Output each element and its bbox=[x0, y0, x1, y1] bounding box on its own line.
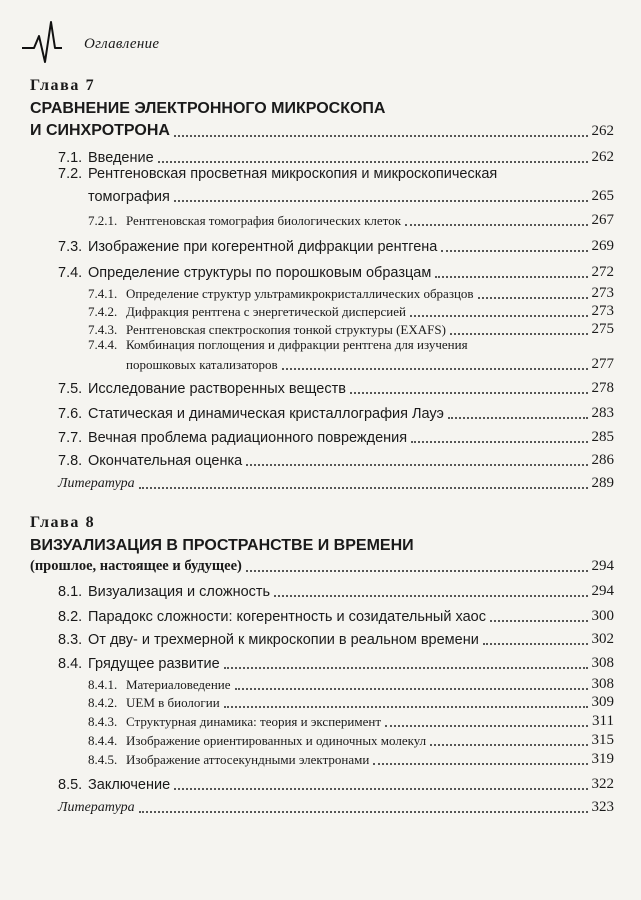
entry-title: Рентгеновская спектроскопия тонкой структуры (EXAFS) bbox=[126, 322, 446, 337]
entry-title: Определение структуры по порошковым образцам bbox=[88, 265, 432, 281]
entry-title: Вечная проблема радиационного повреждения bbox=[88, 430, 408, 446]
entry-page: 275 bbox=[591, 321, 614, 337]
leader-dots bbox=[274, 595, 587, 597]
leader-dots bbox=[430, 744, 587, 746]
entry-page: 311 bbox=[592, 713, 614, 729]
leader-dots bbox=[246, 464, 587, 466]
chapter7-title-line1: СРАВНЕНИЕ ЭЛЕКТРОННОГО МИКРОСКОПА bbox=[30, 100, 386, 117]
toc-entry-7-4-3[interactable] bbox=[88, 318, 614, 338]
toc-entry-8-2[interactable] bbox=[58, 603, 614, 625]
leader-dots bbox=[483, 643, 588, 645]
entry-title: Определение структур ультрамикрокристаллических образцов bbox=[126, 286, 474, 301]
leader-dots bbox=[448, 417, 588, 419]
entry-title: Изображение ориентированных и одиночных молекул bbox=[126, 733, 427, 748]
leader-dots bbox=[224, 667, 588, 669]
pulse-icon bbox=[22, 18, 82, 66]
entry-page: 315 bbox=[591, 732, 614, 748]
toc-entry-7-4-4-line1[interactable] bbox=[88, 337, 468, 353]
entry-number: 8.1. bbox=[58, 584, 83, 600]
entry-page: 272 bbox=[591, 264, 614, 280]
toc-entry-7-8[interactable] bbox=[58, 447, 614, 469]
entry-page: 322 bbox=[591, 776, 614, 792]
entry-number: 7.4.4. bbox=[88, 337, 118, 352]
entry-number: 8.4.1. bbox=[88, 677, 118, 692]
entry-page: 267 bbox=[591, 212, 614, 228]
entry-title: Окончательная оценка bbox=[88, 453, 243, 469]
toc-entry-7-6[interactable] bbox=[58, 400, 614, 422]
entry-number: 7.4.2. bbox=[88, 304, 118, 319]
chapter7-title-row[interactable] bbox=[30, 118, 614, 140]
entry-title-cont: томография bbox=[88, 189, 170, 205]
chapter7-label: Глава 7 bbox=[30, 77, 96, 94]
entry-page: 309 bbox=[591, 694, 614, 710]
toc-entry-8-1[interactable] bbox=[58, 578, 614, 600]
toc-entry-literature-7[interactable] bbox=[58, 470, 614, 492]
leader-dots bbox=[478, 297, 588, 299]
entry-number: 8.2. bbox=[58, 609, 83, 625]
leader-dots bbox=[246, 570, 588, 572]
leader-dots bbox=[174, 135, 588, 137]
toc-entry-7-4-2[interactable] bbox=[88, 300, 614, 320]
leader-dots bbox=[158, 161, 588, 163]
chapter8-title-line1: ВИЗУАЛИЗАЦИЯ В ПРОСТРАНСТВЕ И ВРЕМЕНИ bbox=[30, 537, 414, 554]
entry-page: 319 bbox=[591, 751, 614, 767]
entry-title: Статическая и динамическая кристаллография Лауэ bbox=[88, 406, 444, 422]
entry-number: 8.4.4. bbox=[88, 733, 118, 748]
leader-dots bbox=[174, 788, 587, 790]
header-title: Оглавление bbox=[84, 36, 160, 52]
toc-entry-8-4[interactable] bbox=[58, 650, 614, 672]
entry-title: Исследование растворенных веществ bbox=[88, 381, 346, 397]
toc-entry-8-4-5[interactable] bbox=[88, 748, 614, 768]
entry-title: Изображение аттосекундными электронами bbox=[126, 752, 370, 767]
toc-entry-7-5[interactable] bbox=[58, 375, 614, 397]
chapter8-label: Глава 8 bbox=[30, 514, 96, 531]
chapter7-title-line2: И СИНХРОТРОНА bbox=[30, 122, 170, 139]
chapter8-title-row[interactable] bbox=[30, 553, 614, 575]
toc-entry-7-4[interactable] bbox=[58, 259, 614, 281]
entry-title: Визуализация и сложность bbox=[88, 584, 271, 600]
entry-page: 283 bbox=[591, 405, 614, 421]
toc-entry-7-7[interactable] bbox=[58, 424, 614, 446]
toc-entry-literature-8[interactable] bbox=[58, 794, 614, 816]
leader-dots bbox=[405, 224, 587, 226]
leader-dots bbox=[411, 441, 587, 443]
entry-title: Изображение при когерентной дифракции рентгена bbox=[88, 239, 438, 255]
toc-entry-8-4-2[interactable] bbox=[88, 691, 614, 711]
entry-number: 7.2. bbox=[58, 166, 83, 182]
entry-page: 262 bbox=[591, 149, 614, 165]
entry-page: 308 bbox=[591, 676, 614, 692]
leader-dots bbox=[139, 487, 588, 489]
entry-page: 302 bbox=[591, 631, 614, 647]
entry-page: 286 bbox=[591, 452, 614, 468]
leader-dots bbox=[450, 333, 588, 335]
entry-number: 7.1. bbox=[58, 150, 83, 166]
chapter7-page: 262 bbox=[591, 123, 614, 139]
entry-title: Комбинация поглощения и дифракции рентгена для изучения bbox=[126, 337, 468, 352]
entry-number: 7.4.1. bbox=[88, 286, 118, 301]
entry-title: Литература bbox=[58, 800, 135, 815]
entry-number: 8.5. bbox=[58, 777, 83, 793]
entry-title: Грядущее развитие bbox=[88, 656, 220, 672]
entry-title: От дву- и трехмерной к микроскопии в реальном времени bbox=[88, 632, 479, 648]
leader-dots bbox=[441, 250, 587, 252]
entry-title: Парадокс сложности: когерентность и созидательный хаос bbox=[88, 609, 486, 625]
entry-page: 323 bbox=[591, 799, 614, 815]
leader-dots bbox=[435, 276, 587, 278]
entry-page: 300 bbox=[591, 608, 614, 624]
entry-page: 294 bbox=[591, 583, 614, 599]
entry-page: 277 bbox=[591, 356, 614, 372]
entry-number: 7.5. bbox=[58, 381, 83, 397]
entry-page: 285 bbox=[591, 429, 614, 445]
chapter8-page: 294 bbox=[591, 558, 614, 574]
entry-page: 273 bbox=[591, 285, 614, 301]
leader-dots bbox=[373, 763, 587, 765]
entry-page: 278 bbox=[591, 380, 614, 396]
toc-entry-8-4-4[interactable] bbox=[88, 729, 614, 749]
entry-title: Материаловедение bbox=[126, 677, 231, 692]
entry-title: Заключение bbox=[88, 777, 171, 793]
toc-entry-8-4-1[interactable] bbox=[88, 673, 614, 693]
entry-number: 7.3. bbox=[58, 239, 83, 255]
toc-entry-7-2-1[interactable] bbox=[88, 209, 614, 229]
entry-title: Рентгеновская томография биологических клеток bbox=[126, 213, 402, 228]
leader-dots bbox=[235, 688, 588, 690]
entry-number: 7.6. bbox=[58, 406, 83, 422]
entry-page: 265 bbox=[591, 188, 614, 204]
leader-dots bbox=[174, 200, 588, 202]
toc-entry-7-3[interactable] bbox=[58, 233, 614, 255]
entry-title: Структурная динамика: теория и эксперимент bbox=[126, 714, 382, 729]
toc-entry-7-2[interactable] bbox=[88, 183, 614, 205]
entry-number: 7.7. bbox=[58, 430, 83, 446]
toc-entry-7-4-4[interactable] bbox=[126, 353, 614, 373]
leader-dots bbox=[350, 392, 588, 394]
entry-number: 7.2.1. bbox=[88, 213, 118, 228]
entry-number: 7.4. bbox=[58, 265, 83, 281]
toc-entry-7-2-line1[interactable] bbox=[58, 166, 497, 182]
leader-dots bbox=[385, 725, 588, 727]
entry-title: UEM в биологии bbox=[126, 695, 220, 710]
toc-entry-7-4-1[interactable] bbox=[88, 282, 614, 302]
entry-title: Рентгеновская просветная микроскопия и микроскопическая bbox=[88, 166, 498, 182]
entry-number: 8.4. bbox=[58, 656, 83, 672]
entry-title: Литература bbox=[58, 476, 135, 491]
toc-entry-8-3[interactable] bbox=[58, 626, 614, 648]
leader-dots bbox=[490, 620, 588, 622]
chapter8-subtitle: (прошлое, настоящее и будущее) bbox=[30, 558, 242, 574]
toc-entry-8-4-3[interactable] bbox=[88, 710, 614, 730]
leader-dots bbox=[410, 315, 588, 317]
entry-page: 269 bbox=[591, 238, 614, 254]
entry-title: Введение bbox=[88, 150, 154, 166]
entry-number: 7.8. bbox=[58, 453, 83, 469]
leader-dots bbox=[139, 811, 588, 813]
entry-number: 8.4.5. bbox=[88, 752, 118, 767]
entry-page: 273 bbox=[591, 303, 614, 319]
entry-number: 8.4.2. bbox=[88, 695, 118, 710]
entry-page: 289 bbox=[591, 475, 614, 491]
toc-entry-7-1[interactable] bbox=[58, 144, 614, 166]
leader-dots bbox=[224, 706, 588, 708]
toc-entry-8-5[interactable] bbox=[58, 771, 614, 793]
entry-number: 8.4.3. bbox=[88, 714, 118, 729]
entry-page: 308 bbox=[591, 655, 614, 671]
page-header bbox=[22, 18, 422, 66]
leader-dots bbox=[282, 368, 588, 370]
entry-number: 8.3. bbox=[58, 632, 83, 648]
entry-title: Дифракция рентгена с энергетической дисперсией bbox=[126, 304, 406, 319]
entry-number: 7.4.3. bbox=[88, 322, 118, 337]
entry-title-cont: порошковых катализаторов bbox=[126, 357, 278, 372]
